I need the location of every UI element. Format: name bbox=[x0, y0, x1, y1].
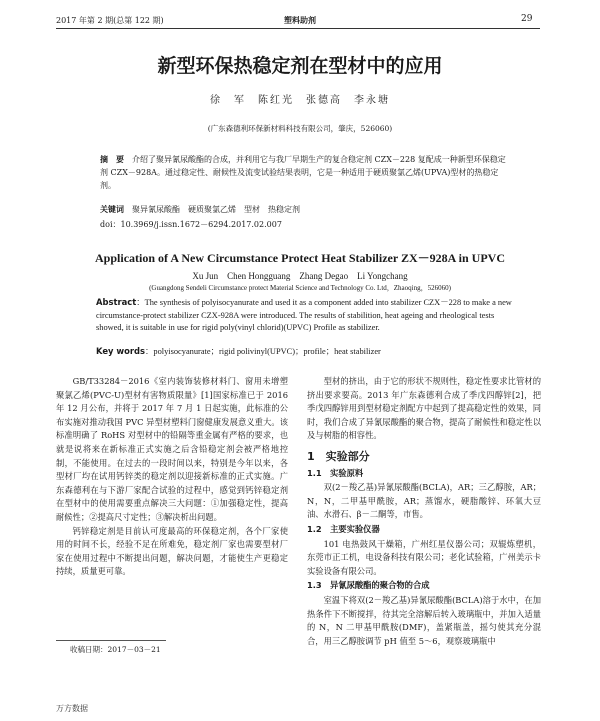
running-header-left: 2017 年第 2 期(总第 122 期) bbox=[56, 16, 164, 25]
abstract-en-text: The synthesis of polyisocyanurate and used it as a component added into stabilizer CZX－228 to make a new circumstance-protect stabilizer CZX-928A were introduced. The results of stabilition, heat ageing and rheological tests showed, it is suitable in use for rigid poly(vinyl chlorid)(UPVC) Profile as stabilizer. bbox=[96, 298, 512, 332]
abstract-en: Abstract：The synthesis of polyisocyanurate and used it as a component added into stabilizer CZX－228 to make a new circumstance-protect stabilizer CZX-928A were introduced. The results of stabilition, heat ageing and rheological tests showed, it is suitable in use for rigid poly(vinyl chlorid)(UPVC) Profile as stabilizer. bbox=[96, 297, 512, 332]
keywords-en: Key words：polyisocyanurate；rigid polivinyl(UPVC)；profile；heat stabilizer bbox=[96, 346, 381, 356]
subsection-1-2-title: 1.2 主要实验仪器 bbox=[307, 523, 380, 534]
right-para-1: 型材的挤出，由于它的形状不规则性，稳定性要求比管材的挤出要求要高。2013 年广东森德利合成了季戊四醇锌[2]，把季戊四醇锌用到型材稳定剂配方中起到了提高稳定性的效果，同时，我们合成了异氰尿酸酯的聚合物，提高了耐候性和稳定性以及与树脂的相容性。 bbox=[307, 376, 541, 441]
left-column bbox=[56, 375, 288, 579]
footnote-received-date: 收稿日期：2017－03－21 bbox=[70, 645, 161, 654]
footnote-rule bbox=[56, 640, 166, 641]
subsection-1-2-text: 101 电热鼓风干燥箱，广州红星仪器公司；双辊炼塑机，东莞市正工机，电设备科技有限公司；老化试验箱，广州美示卡实验设备有限公司。 bbox=[307, 538, 541, 576]
keywords-en-label: Key words bbox=[96, 346, 145, 356]
keywords-en-text: polyisocyanurate；rigid polivinyl(UPVC)；profile；heat stabilizer bbox=[153, 347, 381, 356]
doi: doi：10.3969/j.issn.1672－6294.2017.02.007 bbox=[100, 220, 282, 229]
left-para-1: GB/T33284－2016《室内装饰装修材料门、窗用未增塑聚氯乙烯(PVC-U)型材有害物质限量》[1]国家标准已于 2016 年 12 月公布，并将于 2017 年 7 月 1 日起实施，此标准的公布实施对推动我国 PVC 异型材塑料门窗健康发展意义重大。该标准明确了 RoHS 对型材中的铅隔等重金属有严格的要求，也就是说将来在新标准正式实施之后含铅稳定剂会被严格地控制，不能使用。在过去的一段时间以来，特别是今年以来，各型材厂均在试用钙锌类的稳定剂以迎接新标准的正式实施。广东森德利在与下游厂家配合试验的过程中，感觉到钙锌稳定剂在型材中的使用需要重点解决三大问题：①加强稳定性，提高耐候性；②提高尺寸定性；③解决析出问题。 bbox=[56, 376, 288, 522]
subsection-1-3-text: 室温下将双(2－羧乙基)异氰尿酸酯(BCLA)溶于水中，在加热条件下不断搅拌，待其完全溶解后转入玻璃瓶中，并加入适量的 N，N 二甲基甲酰胺(DMF)，盖紧瓶盖，摇匀使其充分混合，用三乙醇胺调节 pH 值至 5～6，观察玻璃瓶中 bbox=[307, 594, 541, 646]
subsection-1-1-title: 1.1 实验原料 bbox=[307, 467, 364, 478]
left-para-2: 钙锌稳定剂是目前认可度最高的环保稳定剂，各个厂家使用的时间不长，经验不足在所难免，稳定剂厂家也需要型材厂家在使用过程中不断提出问题，解决问题，才能使生产更稳定持续，质量更可靠。 bbox=[56, 525, 288, 577]
abstract-cn-label: 摘 要 bbox=[100, 155, 124, 164]
abstract-en-label: Abstract bbox=[96, 297, 137, 307]
header-rule bbox=[56, 28, 540, 29]
authors-en: Xu Jun Chen Hongguang Zhang Degao Li Yongchang bbox=[192, 271, 408, 281]
subsection-1-3-title: 1.3 异氰尿酸酯的聚合物的合成 bbox=[307, 580, 430, 591]
affiliation-cn: (广东森德利环保新材料科技有限公司，肇庆，526060) bbox=[207, 124, 393, 133]
keywords-cn-label: 关键词 bbox=[100, 205, 124, 214]
right-column bbox=[307, 375, 541, 648]
authors-cn: 徐 军 陈红光 张德高 李永塘 bbox=[210, 95, 390, 106]
keywords-cn-text: 聚异氰尿酸酯 硬质聚氯乙烯 型材 热稳定剂 bbox=[132, 205, 300, 214]
title-en: Application of A New Circumstance Protect Heat Stabilizer ZX－928A in UPVC bbox=[95, 251, 505, 265]
subsection-1-1-text: 双(2－羧乙基)异氰尿酸酯(BCLA)，AR；三乙醇胺，AR；N，N，二甲基甲酰胺，AR；蒸馏水，硬脂酸锌、环氧大豆油、水滑石、β－二酮等，市售。 bbox=[307, 482, 541, 520]
title-cn: 新型环保热稳定剂在型材中的应用 bbox=[157, 55, 443, 77]
page-number: 29 bbox=[521, 14, 533, 24]
abstract-cn-text: 介绍了聚异氰尿酸酯的合成，并利用它与我厂早期生产的复合稳定剂 CZX－228 复配成一种新型环保稳定剂 CZX－928A。通过稳定性、耐候性及流变试验结果表明，它是一种适用于硬质聚氯乙烯(UPVA)型材的热稳定剂。 bbox=[100, 155, 506, 190]
section-1-title: 1 实验部分 bbox=[307, 449, 370, 463]
keywords-cn bbox=[100, 203, 508, 216]
abstract-cn bbox=[100, 153, 508, 192]
running-header-journal: 塑料助剂 bbox=[284, 15, 316, 25]
watermark: 万方数据 bbox=[56, 704, 88, 713]
affiliation-en: (Guangdong Sendeli Circumstance protect Material Science and Technology Co. Ltd，Zhaoqing，526060) bbox=[149, 284, 451, 292]
